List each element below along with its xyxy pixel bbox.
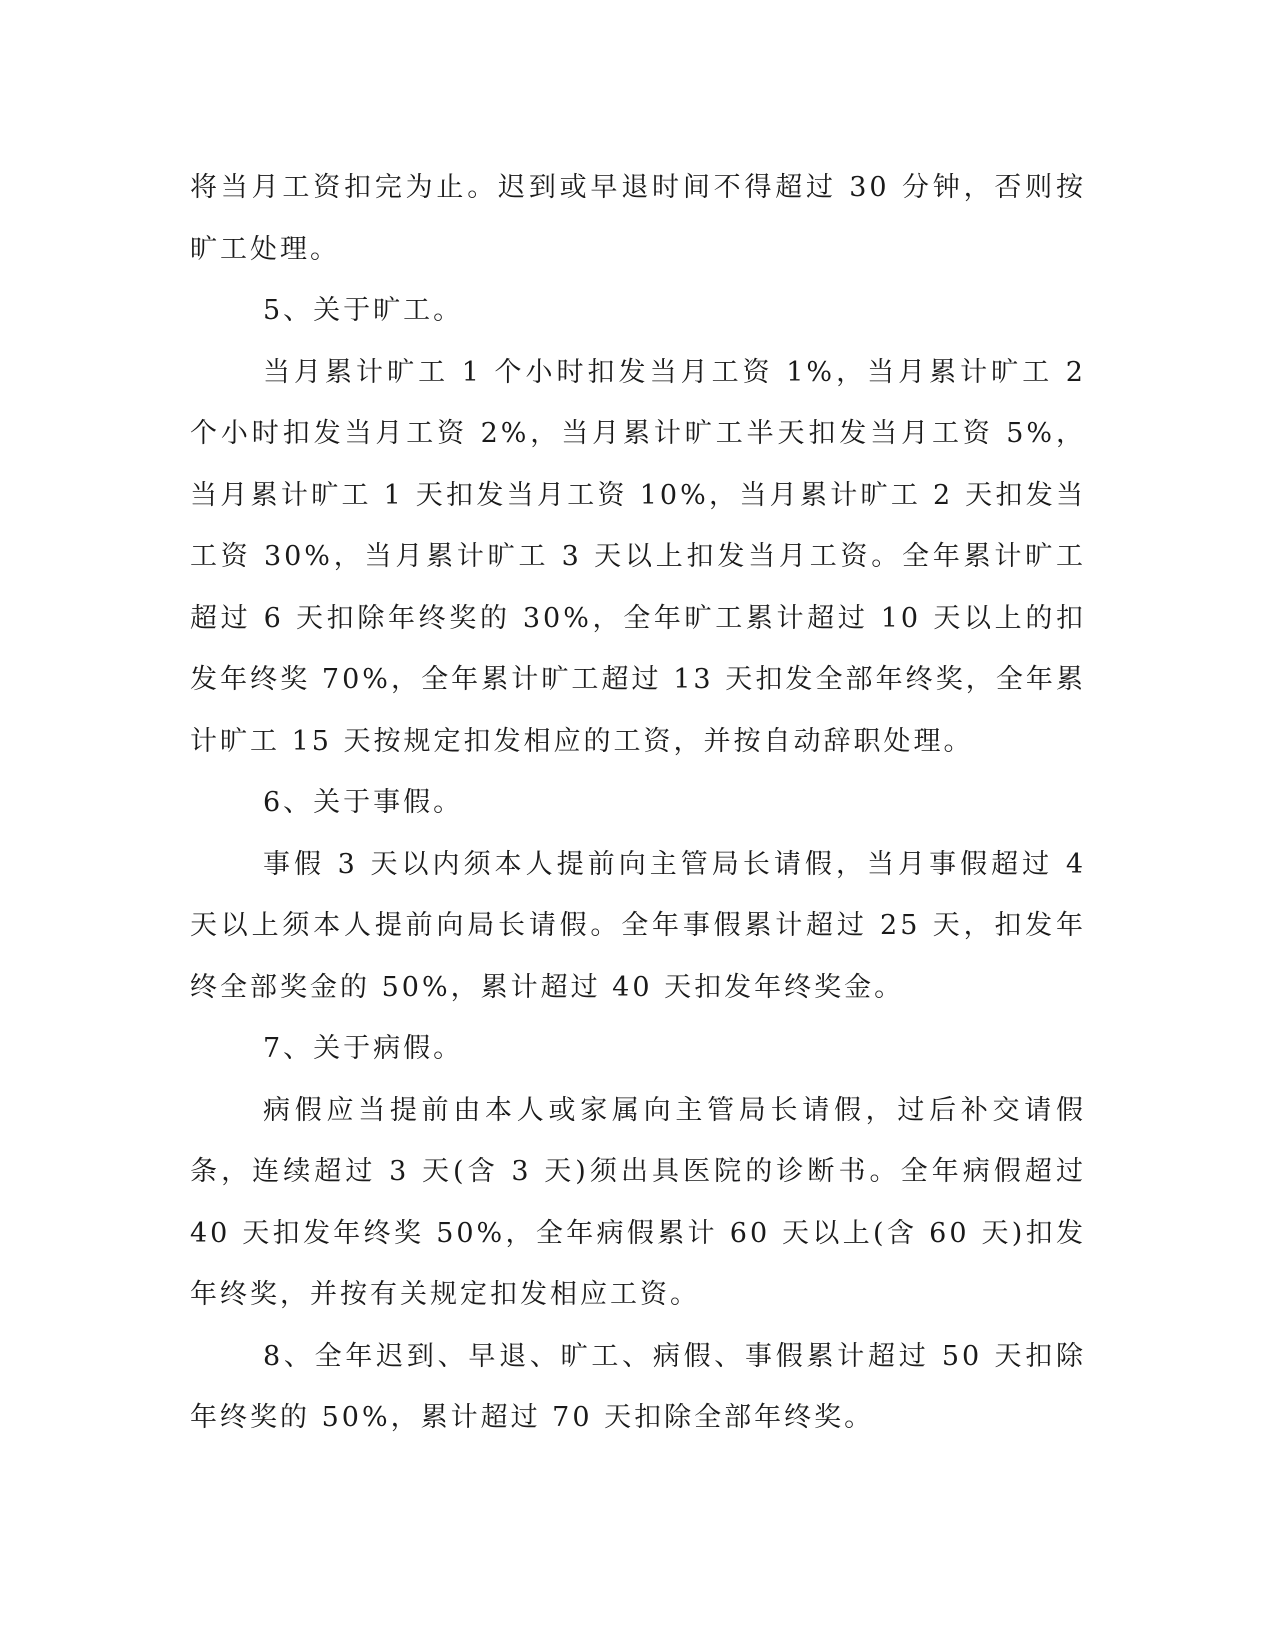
paragraph-cumulative-rules: 8、全年迟到、早退、旷工、病假、事假累计超过 50 天扣除年终奖的 50%，累计超过 70 天扣除全部年终奖。 [190, 1340, 1086, 1433]
section-heading-sick-leave: 7、关于病假。 [263, 1033, 464, 1064]
paragraph-sick-leave-rules: 病假应当提前由本人或家属向主管局长请假，过后补交请假条，连续超过 3 天(含 3 天)须出具医院的诊断书。全年病假超过 40 天扣发年终奖 50%，全年病假累计 60 天以上(含 60 天)扣发年终奖，并按有关规定扣发相应工资。 [190, 1094, 1086, 1310]
paragraph-absenteeism-rules: 当月累计旷工 1 个小时扣发当月工资 1%，当月累计旷工 2 个小时扣发当月工资 2%，当月累计旷工半天扣发当月工资 5%，当月累计旷工 1 天扣发当月工资 10%，当月累计旷工 2 天扣发当工资 30%，当月累计旷工 3 天以上扣发当月工资。全年累计旷工超过 6 天扣除年终奖的 30%，全年旷工累计超过 10 天以上的扣发年终奖 70%，全年累计旷工超过 13 天扣发全部年终奖，全年累计旷工 15 天按规定扣发相应的工资，并按自动辞职处理。 [190, 356, 1086, 757]
paragraph-personal-leave-rules: 事假 3 天以内须本人提前向主管局长请假，当月事假超过 4 天以上须本人提前向局长请假。全年事假累计超过 25 天，扣发年终全部奖金的 50%，累计超过 40 天扣发年终奖金。 [190, 848, 1086, 1003]
document-body [190, 157, 1086, 1449]
paragraph-continuation: 将当月工资扣完为止。迟到或早退时间不得超过 30 分钟，否则按旷工处理。 [190, 172, 1086, 265]
section-heading-absenteeism: 5、关于旷工。 [263, 295, 464, 326]
section-heading-personal-leave: 6、关于事假。 [263, 787, 464, 818]
